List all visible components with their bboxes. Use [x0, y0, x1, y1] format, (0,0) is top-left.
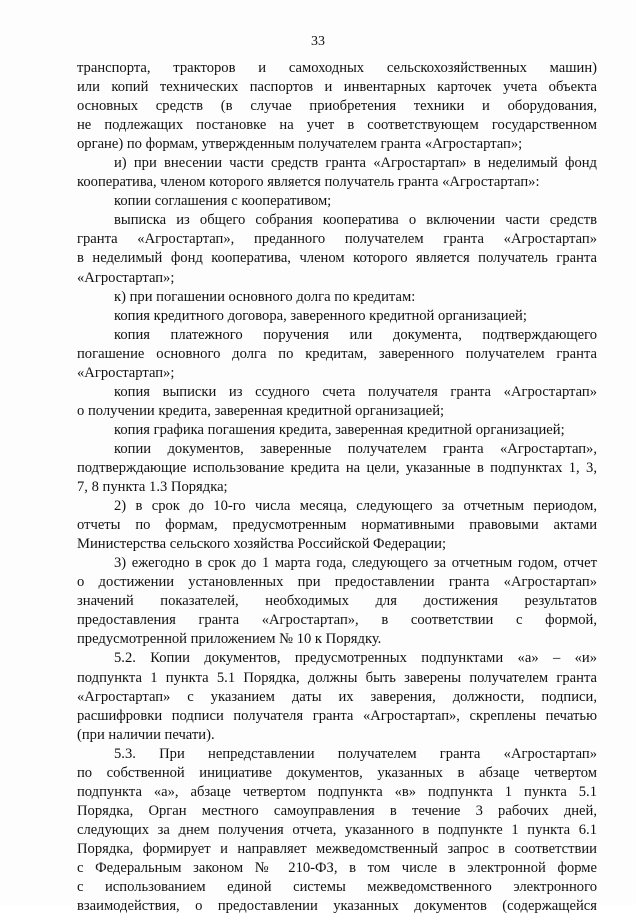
- text-line: значений показателей, необходимых для достижения результатов: [77, 593, 597, 610]
- text-line: с Федеральным законом № 210-ФЗ, в том числе в электронной форме: [77, 859, 597, 876]
- paragraph: [77, 383, 597, 421]
- text-line: гранта «Агростартап», преданного получателем гранта «Агростартап»: [77, 231, 597, 248]
- text-line: транспорта, тракторов и самоходных сельскохозяйственных машин): [77, 60, 597, 76]
- text-line: «Агростартап» с указанием даты их заверения, должности, подписи,: [77, 688, 597, 705]
- text-line: к) при погашении основного долга по кредитам:: [114, 288, 416, 305]
- paragraph: [77, 421, 597, 440]
- text-line: Порядка, формирует и направляет межведомственный запрос в соответствии: [77, 840, 597, 857]
- text-line: 3) ежегодно в срок до 1 марта года, следующего за отчетным годом, отчет: [114, 555, 597, 572]
- paragraph: [77, 649, 597, 744]
- text-line: (при наличии печати).: [77, 726, 215, 743]
- text-line: о получении кредита, заверенная кредитной организацией;: [77, 402, 445, 419]
- text-line: в неделимый фонд кооператива, членом которого является получатель гранта: [77, 250, 597, 267]
- text-line: предусмотренной приложением № 10 к Порядку.: [77, 631, 382, 648]
- text-line: взаимодействия, о предоставлении указанных документов (содержащейся: [77, 898, 597, 915]
- text-line: 7, 8 пункта 1.3 Порядка;: [77, 479, 228, 496]
- paragraph: [77, 497, 597, 554]
- paragraph: [77, 554, 597, 649]
- text-line: копия кредитного договора, заверенного кредитной организацией;: [114, 307, 527, 324]
- text-line: копия графика погашения кредита, заверенная кредитной организацией;: [114, 421, 565, 438]
- text-line: 5.3. При непредставлении получателем гранта «Агростартап»: [114, 745, 597, 762]
- paragraph: [77, 745, 597, 916]
- text-line: по собственной инициативе документов, указанных в абзаце четвертом: [77, 764, 597, 781]
- paragraph: [77, 307, 597, 326]
- text-line: расшифровки подписи получателя гранта «Агростартап», скреплены печатью: [77, 707, 597, 724]
- text-line: подпункта 1 пункта 5.1 Порядка, должны быть заверены получателем гранта: [77, 669, 597, 686]
- paragraph: [77, 192, 597, 211]
- text-line: копии документов, заверенные получателем гранта «Агростартап»,: [114, 440, 597, 457]
- text-line: отчеты по формам, предусмотренным нормативными правовыми актами: [77, 517, 597, 534]
- text-line: копия выписки из ссудного счета получателя гранта «Агростартап»: [114, 383, 597, 400]
- page-number: 33: [311, 34, 325, 49]
- text-line: предоставления гранта «Агростартап», в соответствии с формой,: [77, 612, 597, 629]
- paragraph: [77, 154, 597, 192]
- text-line: подтверждающие использование кредита на цели, указанные в подпунктах 1, 3,: [77, 459, 597, 476]
- text-line: с использованием единой системы межведомственного электронного: [77, 879, 597, 896]
- text-line: копии соглашения с кооперативом;: [114, 193, 332, 210]
- text-line: кооператива, членом которого является получатель гранта «Агростартап»:: [77, 174, 540, 191]
- text-line: 2) в срок до 10-го числа месяца, следующего за отчетным периодом,: [114, 498, 597, 515]
- text-line: копия платежного поручения или документа, подтверждающего: [114, 326, 597, 343]
- paragraph: [77, 59, 597, 154]
- text-line: о достижении установленных при предоставлении гранта «Агростартап»: [77, 574, 597, 591]
- paragraph: [77, 326, 597, 383]
- text-line: основных средств (в случае приобретения техники и оборудования,: [77, 98, 597, 115]
- paragraph: [77, 288, 597, 307]
- text-line: Министерства сельского хозяйства Российской Федерации;: [77, 536, 447, 553]
- text-line: Порядка, Орган местного самоуправления в течение 3 рабочих дней,: [77, 802, 597, 819]
- text-line: или копий технических паспортов и инвентарных карточек учета объекта: [77, 79, 597, 96]
- text-line: 5.2. Копии документов, предусмотренных подпунктами «а» – «и»: [114, 650, 597, 667]
- text-line: органе) по формам, утвержденным получателем гранта «Агростартап»;: [77, 136, 523, 153]
- paragraph: [77, 211, 597, 287]
- text-line: «Агростартап»;: [77, 364, 175, 381]
- paragraph: [77, 440, 597, 497]
- document-body: [77, 59, 597, 916]
- text-line: погашение основного долга по кредитам, заверенного получателем гранта: [77, 345, 597, 362]
- text-line: «Агростартап»;: [77, 269, 175, 286]
- text-line: следующих за днем получения отчета, указанного в подпункте 1 пункта 6.1: [77, 821, 597, 838]
- text-line: не подлежащих постановке на учет в соответствующем государственном: [77, 117, 597, 134]
- text-line: подпункта «а», абзаце четвертом подпункта «в» подпункта 1 пункта 5.1: [77, 783, 597, 800]
- text-line: выписка из общего собрания кооператива о включении части средств: [114, 212, 597, 229]
- text-line: и) при внесении части средств гранта «Агростартап» в неделимый фонд: [114, 155, 597, 172]
